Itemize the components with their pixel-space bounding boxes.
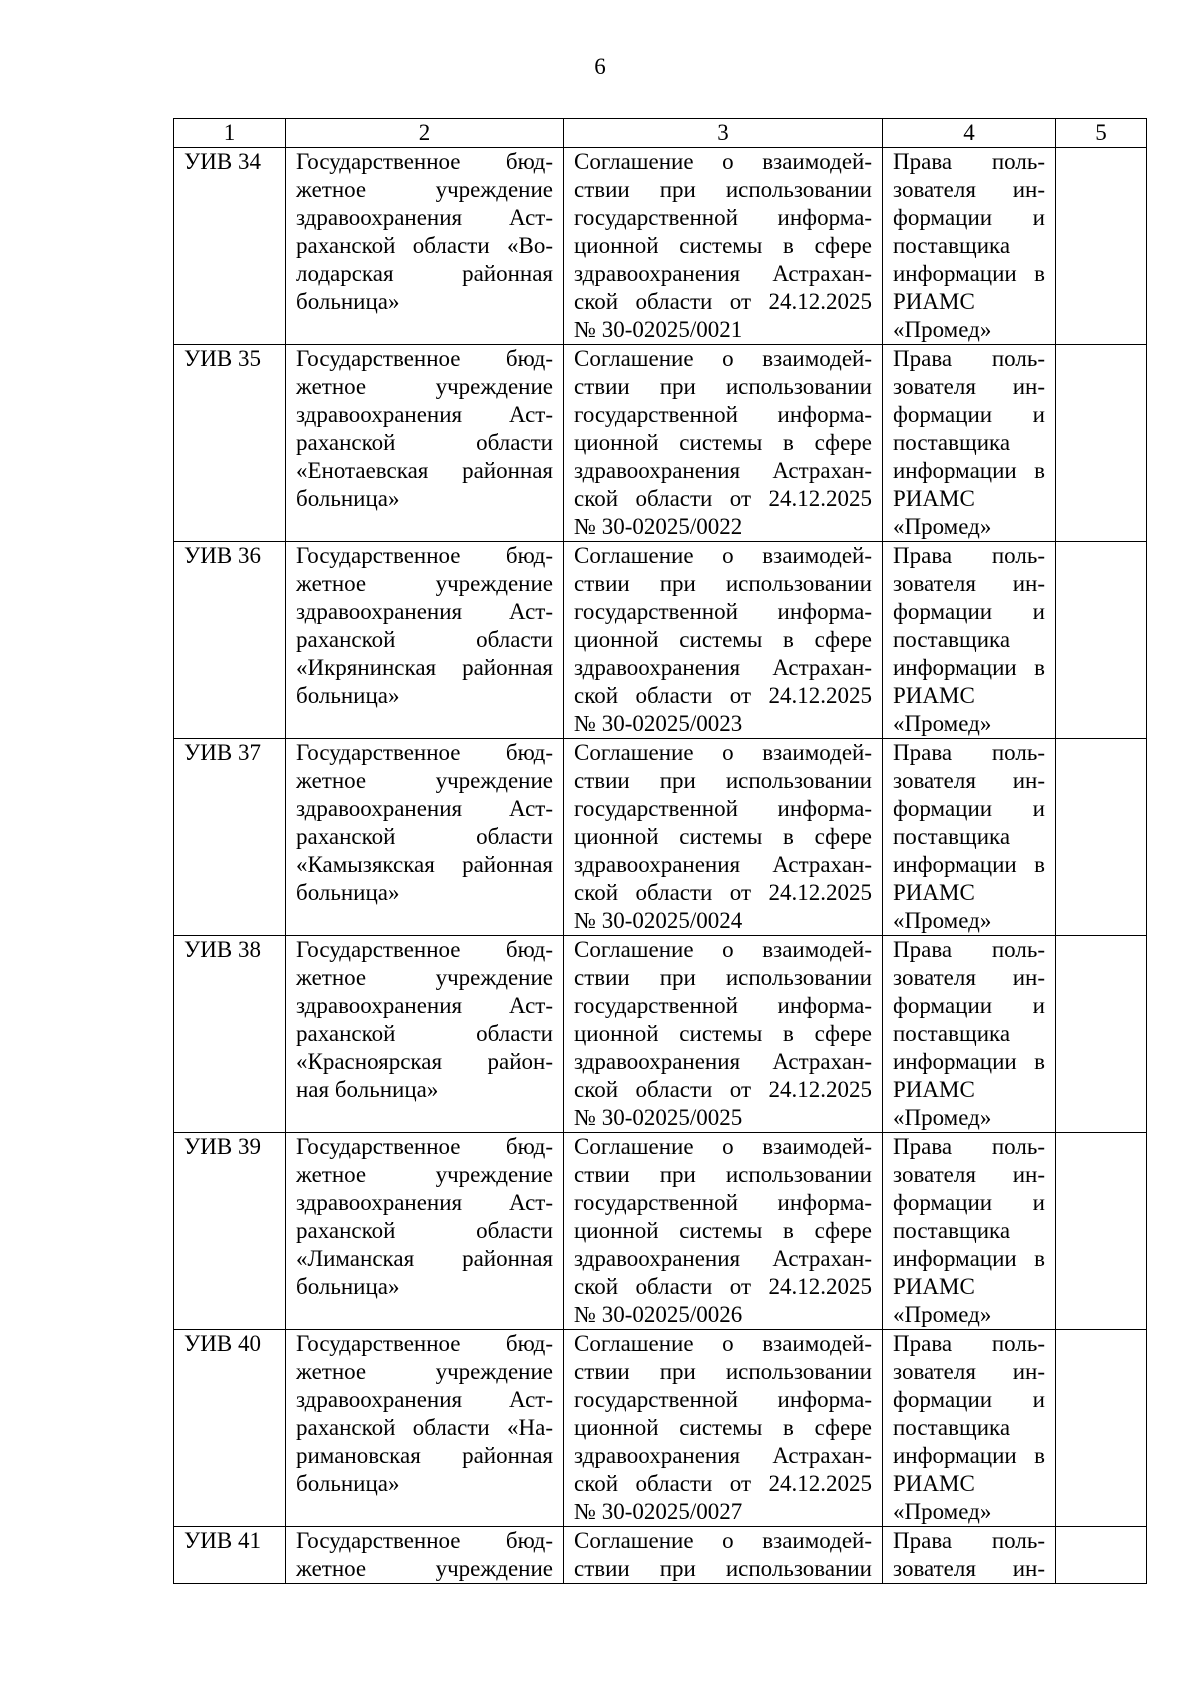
cell-text-line: ствии при использовании	[574, 571, 872, 596]
cell-text-line: раханской области «На-	[296, 1415, 553, 1440]
cell-text-line: больница»	[296, 880, 400, 905]
cell-text-line: № 30-02025/0024	[574, 908, 743, 933]
cell-text-line: информации в	[893, 261, 1045, 286]
code-cell: УИВ 41	[174, 1527, 286, 1584]
cell-text-line: Соглашение о взаимодей-	[574, 1528, 872, 1553]
cell-text-line: № 30-02025/0025	[574, 1105, 743, 1130]
cell-text-line: РИАМС	[893, 486, 975, 511]
code-cell: УИВ 39	[174, 1133, 286, 1330]
cell-text-line: ствии при использовании	[574, 768, 872, 793]
organization-cell	[286, 936, 564, 1133]
cell-text-line: РИАМС	[893, 1471, 975, 1496]
cell-text-line: раханской области	[296, 627, 553, 652]
cell-text-line: Соглашение о взаимодей-	[574, 740, 872, 765]
organization-cell	[286, 1527, 564, 1584]
note-cell	[1056, 345, 1147, 542]
cell-text-line: № 30-02025/0026	[574, 1302, 743, 1327]
cell-text-line: формации и	[893, 205, 1045, 230]
table-row	[174, 1527, 1147, 1584]
cell-text-line: жетное учреждение	[296, 177, 553, 202]
cell-text-line: зователя ин-	[893, 374, 1045, 399]
cell-text-line: здравоохранения Аст-	[296, 993, 553, 1018]
agreement-cell	[564, 1527, 883, 1584]
cell-text-line: № 30-02025/0022	[574, 514, 743, 539]
cell-text-line: здравоохранения Аст-	[296, 1387, 553, 1412]
cell-text-line: жетное учреждение	[296, 1556, 553, 1581]
cell-text-line: «Промед»	[893, 317, 992, 342]
cell-text-line: ционной системы в сфере	[574, 233, 872, 258]
cell-text-line: зователя ин-	[893, 1162, 1045, 1187]
cell-text-line: Соглашение о взаимодей-	[574, 543, 872, 568]
cell-text-line: «Красноярская район-	[296, 1049, 553, 1074]
cell-text-line: жетное учреждение	[296, 965, 553, 990]
cell-text-line: ствии при использовании	[574, 1162, 872, 1187]
code-cell: УИВ 36	[174, 542, 286, 739]
cell-text-line: римановская районная	[296, 1443, 553, 1468]
column-header: 4	[883, 119, 1056, 148]
cell-text-line: государственной информа-	[574, 402, 872, 427]
cell-text-line: государственной информа-	[574, 599, 872, 624]
agreement-cell	[564, 148, 883, 345]
cell-text-line: Права поль-	[893, 149, 1045, 174]
table-row	[174, 345, 1147, 542]
registry-table	[173, 118, 1147, 1584]
table-header-row	[174, 119, 1147, 148]
cell-text-line: поставщика	[893, 627, 1011, 652]
cell-text-line: раханской области	[296, 1218, 553, 1243]
code-cell: УИВ 34	[174, 148, 286, 345]
cell-text-line: Права поль-	[893, 937, 1045, 962]
cell-text-line: «Камызякская районная	[296, 852, 553, 877]
cell-text-line: информации в	[893, 655, 1045, 680]
note-cell	[1056, 1330, 1147, 1527]
note-cell	[1056, 936, 1147, 1133]
cell-text-line: «Промед»	[893, 514, 992, 539]
cell-text-line: ской области от 24.12.2025	[574, 683, 872, 708]
cell-text-line: ской области от 24.12.2025	[574, 486, 872, 511]
cell-text-line: ской области от 24.12.2025	[574, 1077, 872, 1102]
cell-text-line: информации в	[893, 1246, 1045, 1271]
cell-text-line: больница»	[296, 486, 400, 511]
cell-text-line: ная больница»	[296, 1077, 439, 1102]
cell-text-line: ционной системы в сфере	[574, 1021, 872, 1046]
cell-text-line: здравоохранения Астрахан-	[574, 1443, 872, 1468]
table-row	[174, 148, 1147, 345]
cell-text-line: государственной информа-	[574, 205, 872, 230]
cell-text-line: Соглашение о взаимодей-	[574, 346, 872, 371]
cell-text-line: зователя ин-	[893, 965, 1045, 990]
cell-text-line: зователя ин-	[893, 768, 1045, 793]
cell-text-line: РИАМС	[893, 683, 975, 708]
note-cell	[1056, 542, 1147, 739]
cell-text-line: государственной информа-	[574, 1190, 872, 1215]
cell-text-line: информации в	[893, 1443, 1045, 1468]
cell-text-line: формации и	[893, 796, 1045, 821]
agreement-cell	[564, 542, 883, 739]
cell-text-line: ционной системы в сфере	[574, 627, 872, 652]
cell-text-line: жетное учреждение	[296, 374, 553, 399]
note-cell	[1056, 739, 1147, 936]
agreement-cell	[564, 936, 883, 1133]
cell-text-line: здравоохранения Аст-	[296, 1190, 553, 1215]
cell-text-line: ствии при использовании	[574, 965, 872, 990]
cell-text-line: больница»	[296, 1274, 400, 1299]
table-row	[174, 739, 1147, 936]
cell-text-line: раханской области	[296, 430, 553, 455]
cell-text-line: формации и	[893, 599, 1045, 624]
cell-text-line: Государственное бюд-	[296, 1528, 553, 1553]
cell-text-line: зователя ин-	[893, 1556, 1045, 1581]
column-header: 3	[564, 119, 883, 148]
table-row	[174, 1133, 1147, 1330]
cell-text-line: здравоохранения Аст-	[296, 402, 553, 427]
cell-text-line: больница»	[296, 683, 400, 708]
cell-text-line: № 30-02025/0021	[574, 317, 743, 342]
cell-text-line: жетное учреждение	[296, 1162, 553, 1187]
cell-text-line: раханской области «Во-	[296, 233, 553, 258]
cell-text-line: Права поль-	[893, 346, 1045, 371]
cell-text-line: РИАМС	[893, 1274, 975, 1299]
cell-text-line: формации и	[893, 993, 1045, 1018]
cell-text-line: зователя ин-	[893, 177, 1045, 202]
cell-text-line: здравоохранения Аст-	[296, 796, 553, 821]
cell-text-line: ствии при использовании	[574, 374, 872, 399]
table-row	[174, 542, 1147, 739]
cell-text-line: поставщика	[893, 430, 1011, 455]
cell-text-line: формации и	[893, 1190, 1045, 1215]
cell-text-line: государственной информа-	[574, 796, 872, 821]
cell-text-line: Соглашение о взаимодей-	[574, 937, 872, 962]
cell-text-line: РИАМС	[893, 880, 975, 905]
cell-text-line: № 30-02025/0027	[574, 1499, 743, 1524]
column-header: 5	[1056, 119, 1147, 148]
cell-text-line: Соглашение о взаимодей-	[574, 149, 872, 174]
cell-text-line: жетное учреждение	[296, 571, 553, 596]
cell-text-line: ционной системы в сфере	[574, 824, 872, 849]
cell-text-line: формации и	[893, 1387, 1045, 1412]
cell-text-line: поставщика	[893, 1021, 1011, 1046]
organization-cell	[286, 345, 564, 542]
cell-text-line: ствии при использовании	[574, 1556, 872, 1581]
organization-cell	[286, 1330, 564, 1527]
cell-text-line: ционной системы в сфере	[574, 430, 872, 455]
agreement-cell	[564, 345, 883, 542]
cell-text-line: ской области от 24.12.2025	[574, 1274, 872, 1299]
code-cell: УИВ 40	[174, 1330, 286, 1527]
cell-text-line: больница»	[296, 1471, 400, 1496]
cell-text-line: РИАМС	[893, 1077, 975, 1102]
table-row	[174, 936, 1147, 1133]
note-cell	[1056, 1527, 1147, 1584]
agreement-cell	[564, 1330, 883, 1527]
cell-text-line: ционной системы в сфере	[574, 1218, 872, 1243]
cell-text-line: зователя ин-	[893, 571, 1045, 596]
cell-text-line: Государственное бюд-	[296, 346, 553, 371]
agreement-cell	[564, 1133, 883, 1330]
rights-cell	[883, 345, 1056, 542]
rights-cell	[883, 1330, 1056, 1527]
cell-text-line: государственной информа-	[574, 1387, 872, 1412]
cell-text-line: «Промед»	[893, 1499, 992, 1524]
cell-text-line: поставщика	[893, 1415, 1011, 1440]
code-cell: УИВ 38	[174, 936, 286, 1133]
cell-text-line: ской области от 24.12.2025	[574, 880, 872, 905]
cell-text-line: здравоохранения Астрахан-	[574, 1246, 872, 1271]
cell-text-line: Права поль-	[893, 1528, 1045, 1553]
column-header: 2	[286, 119, 564, 148]
organization-cell	[286, 739, 564, 936]
cell-text-line: «Енотаевская районная	[296, 458, 553, 483]
cell-text-line: Государственное бюд-	[296, 740, 553, 765]
cell-text-line: лодарская районная	[296, 261, 553, 286]
cell-text-line: ской области от 24.12.2025	[574, 1471, 872, 1496]
code-cell: УИВ 35	[174, 345, 286, 542]
cell-text-line: здравоохранения Астрахан-	[574, 655, 872, 680]
cell-text-line: «Лиманская районная	[296, 1246, 553, 1271]
code-cell: УИВ 37	[174, 739, 286, 936]
cell-text-line: «Икрянинская районная	[296, 655, 553, 680]
column-header: 1	[174, 119, 286, 148]
cell-text-line: Государственное бюд-	[296, 543, 553, 568]
cell-text-line: больница»	[296, 289, 400, 314]
note-cell	[1056, 1133, 1147, 1330]
cell-text-line: поставщика	[893, 233, 1011, 258]
cell-text-line: Соглашение о взаимодей-	[574, 1331, 872, 1356]
cell-text-line: РИАМС	[893, 289, 975, 314]
cell-text-line: жетное учреждение	[296, 768, 553, 793]
cell-text-line: Права поль-	[893, 740, 1045, 765]
cell-text-line: формации и	[893, 402, 1045, 427]
cell-text-line: раханской области	[296, 1021, 553, 1046]
table-body	[174, 148, 1147, 1584]
cell-text-line: здравоохранения Аст-	[296, 205, 553, 230]
page-number: 6	[594, 54, 606, 79]
rights-cell	[883, 936, 1056, 1133]
cell-text-line: поставщика	[893, 824, 1011, 849]
cell-text-line: «Промед»	[893, 711, 992, 736]
cell-text-line: информации в	[893, 458, 1045, 483]
cell-text-line: здравоохранения Астрахан-	[574, 1049, 872, 1074]
cell-text-line: здравоохранения Аст-	[296, 599, 553, 624]
organization-cell	[286, 148, 564, 345]
rights-cell	[883, 148, 1056, 345]
cell-text-line: ствии при использовании	[574, 177, 872, 202]
cell-text-line: «Промед»	[893, 1105, 992, 1130]
cell-text-line: поставщика	[893, 1218, 1011, 1243]
cell-text-line: информации в	[893, 1049, 1045, 1074]
cell-text-line: здравоохранения Астрахан-	[574, 458, 872, 483]
cell-text-line: Права поль-	[893, 543, 1045, 568]
cell-text-line: здравоохранения Астрахан-	[574, 261, 872, 286]
cell-text-line: ской области от 24.12.2025	[574, 289, 872, 314]
note-cell	[1056, 148, 1147, 345]
cell-text-line: информации в	[893, 852, 1045, 877]
table-row	[174, 1330, 1147, 1527]
cell-text-line: № 30-02025/0023	[574, 711, 743, 736]
organization-cell	[286, 1133, 564, 1330]
cell-text-line: Государственное бюд-	[296, 1134, 553, 1159]
cell-text-line: Права поль-	[893, 1331, 1045, 1356]
cell-text-line: Государственное бюд-	[296, 1331, 553, 1356]
cell-text-line: ствии при использовании	[574, 1359, 872, 1384]
agreement-cell	[564, 739, 883, 936]
organization-cell	[286, 542, 564, 739]
cell-text-line: ционной системы в сфере	[574, 1415, 872, 1440]
cell-text-line: Государственное бюд-	[296, 937, 553, 962]
rights-cell	[883, 739, 1056, 936]
cell-text-line: раханской области	[296, 824, 553, 849]
cell-text-line: «Промед»	[893, 1302, 992, 1327]
cell-text-line: жетное учреждение	[296, 1359, 553, 1384]
cell-text-line: «Промед»	[893, 908, 992, 933]
rights-cell	[883, 1133, 1056, 1330]
cell-text-line: здравоохранения Астрахан-	[574, 852, 872, 877]
cell-text-line: зователя ин-	[893, 1359, 1045, 1384]
cell-text-line: государственной информа-	[574, 993, 872, 1018]
rights-cell	[883, 542, 1056, 739]
cell-text-line: Государственное бюд-	[296, 149, 553, 174]
cell-text-line: Права поль-	[893, 1134, 1045, 1159]
rights-cell	[883, 1527, 1056, 1584]
cell-text-line: Соглашение о взаимодей-	[574, 1134, 872, 1159]
